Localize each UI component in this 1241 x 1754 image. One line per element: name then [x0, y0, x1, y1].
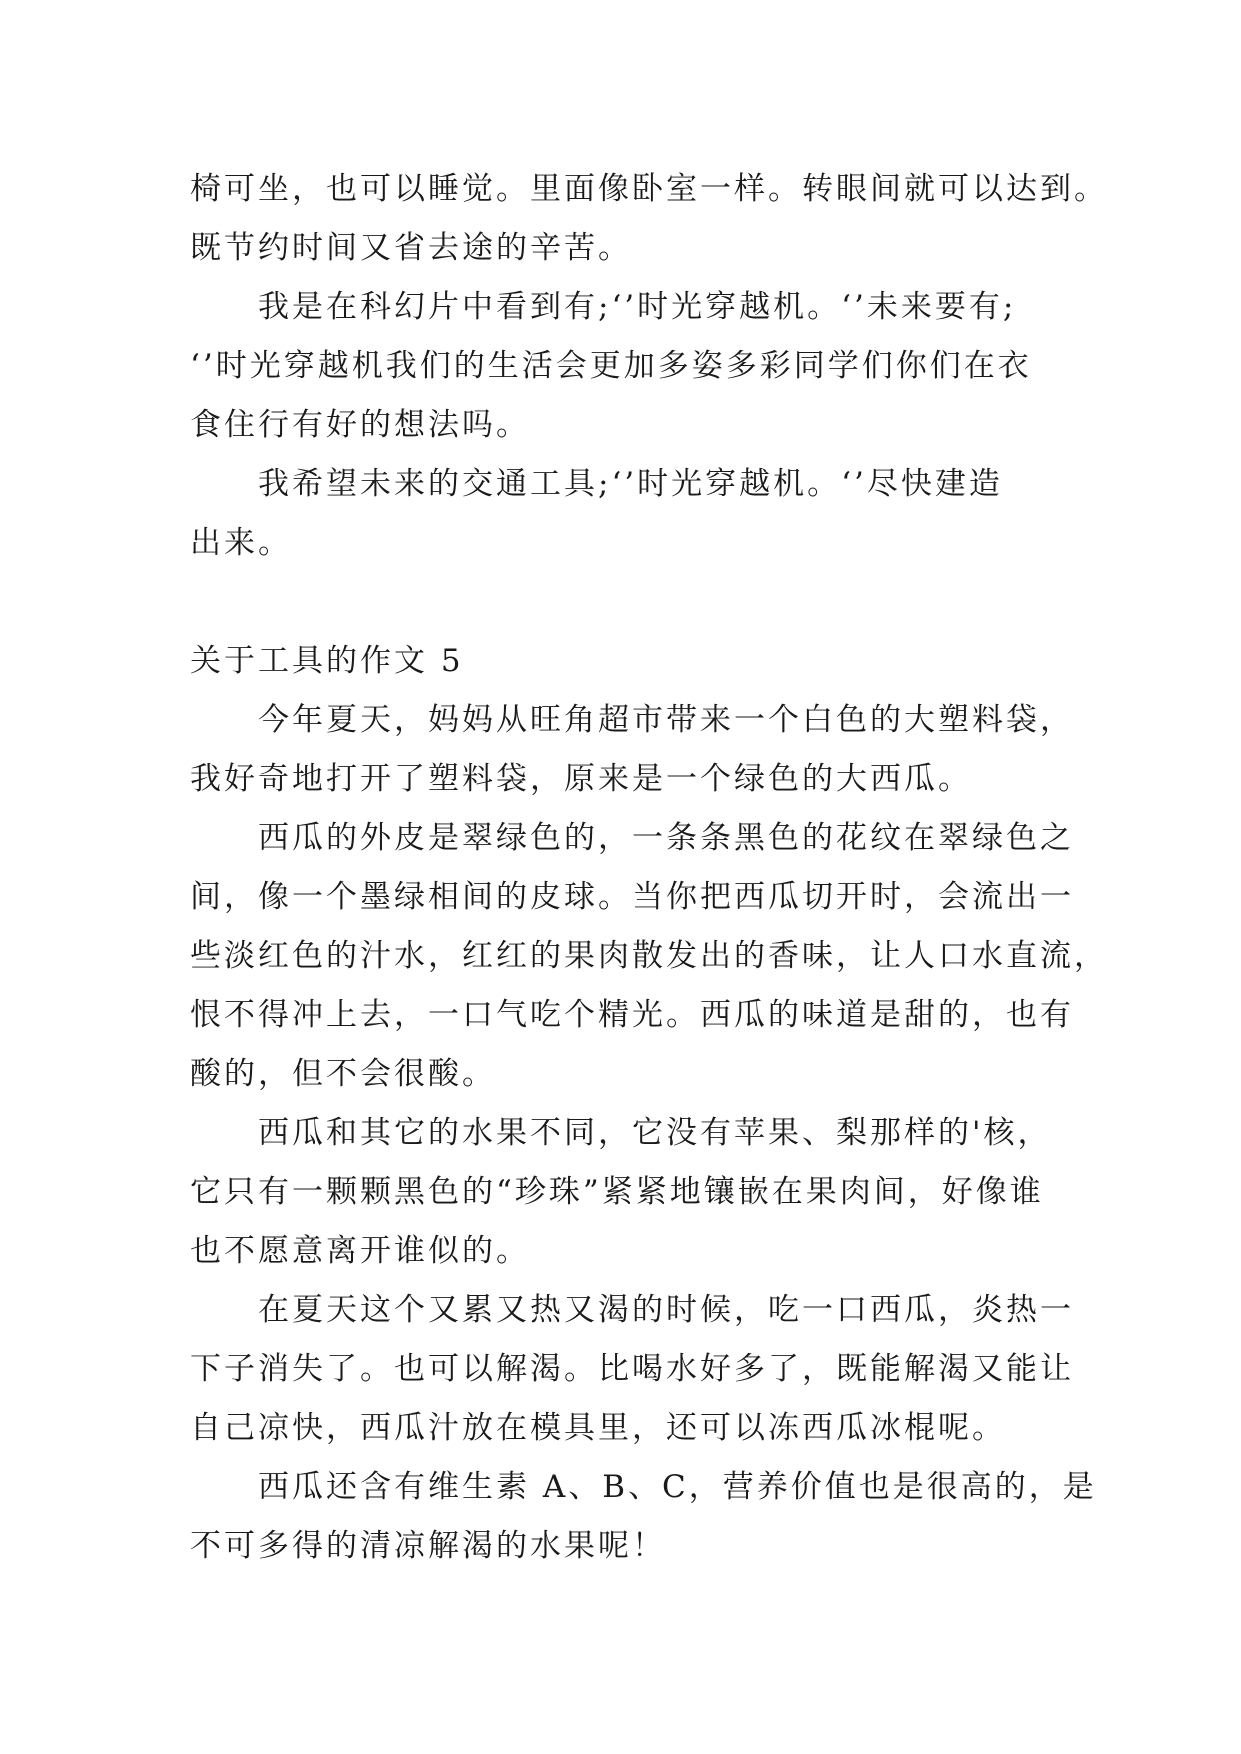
text-line: 出来。: [190, 525, 292, 561]
text-line: 恨不得冲上去，一口气吃个精光。西瓜的味道是甜的，也有: [190, 997, 1074, 1033]
text-line: 自己凉快，西瓜汁放在模具里，还可以冻西瓜冰棍呢。: [190, 1410, 1006, 1446]
text-line: 在夏天这个又累又热又渴的时候，吃一口西瓜，炎热一: [258, 1292, 1074, 1328]
paragraph: [190, 278, 1060, 455]
section-gap: [190, 573, 1060, 632]
text-line: 西瓜还含有维生素 A、B、C，营养价值也是很高的，是: [258, 1469, 1097, 1505]
paragraph: [190, 1458, 1097, 1576]
text-line: 些淡红色的汁水，红红的果肉散发出的香味，让人口水直流，: [190, 938, 1108, 974]
text-line: 酸的，但不会很酸。: [190, 1056, 496, 1092]
paragraph: [190, 455, 1060, 573]
paragraph: [190, 1281, 1074, 1458]
section-title: 关于工具的作文 5: [190, 643, 464, 679]
text-line: 它只有一颗颗黑色的“珍珠”紧紧地镶嵌在果肉间，好像谁: [190, 1174, 1044, 1210]
text-line: 不可多得的清凉解渴的水果呢！: [190, 1528, 666, 1564]
paragraph-continuation: [190, 160, 1108, 278]
text-line: 间，像一个墨绿相间的皮球。当你把西瓜切开时，会流出一: [190, 879, 1074, 915]
text-line: ‘’时光穿越机我们的生活会更加多姿多彩同学们你们在衣: [190, 348, 1032, 384]
text-line: 西瓜和其它的水果不同，它没有苹果、梨那样的'核，: [258, 1115, 1052, 1151]
text-line: 我好奇地打开了塑料袋，原来是一个绿色的大西瓜。: [190, 761, 972, 797]
text-line: 也不愿意离开谁似的。: [190, 1233, 530, 1269]
paragraph: [190, 1104, 1060, 1281]
text-line: 我希望未来的交通工具;‘’时光穿越机。‘’尽快建造: [258, 466, 1003, 502]
text-line: 今年夏天，妈妈从旺角超市带来一个白色的大塑料袋，: [258, 702, 1074, 738]
text-line: 食住行有好的想法吗。: [190, 407, 530, 443]
text-line: 西瓜的外皮是翠绿色的，一条条黑色的花纹在翠绿色之: [258, 820, 1074, 856]
paragraph: [190, 809, 1108, 1104]
paragraph: [190, 691, 1074, 809]
text-line: 下子消失了。也可以解渴。比喝水好多了，既能解渴又能让: [190, 1351, 1074, 1387]
document-page: [190, 160, 1108, 1576]
text-line: 椅可坐，也可以睡觉。里面像卧室一样。转眼间就可以达到。: [190, 171, 1108, 207]
text-line: 我是在科幻片中看到有;‘’时光穿越机。‘’未来要有;: [258, 289, 1017, 325]
text-line: 既节约时间又省去途的辛苦。: [190, 230, 632, 266]
